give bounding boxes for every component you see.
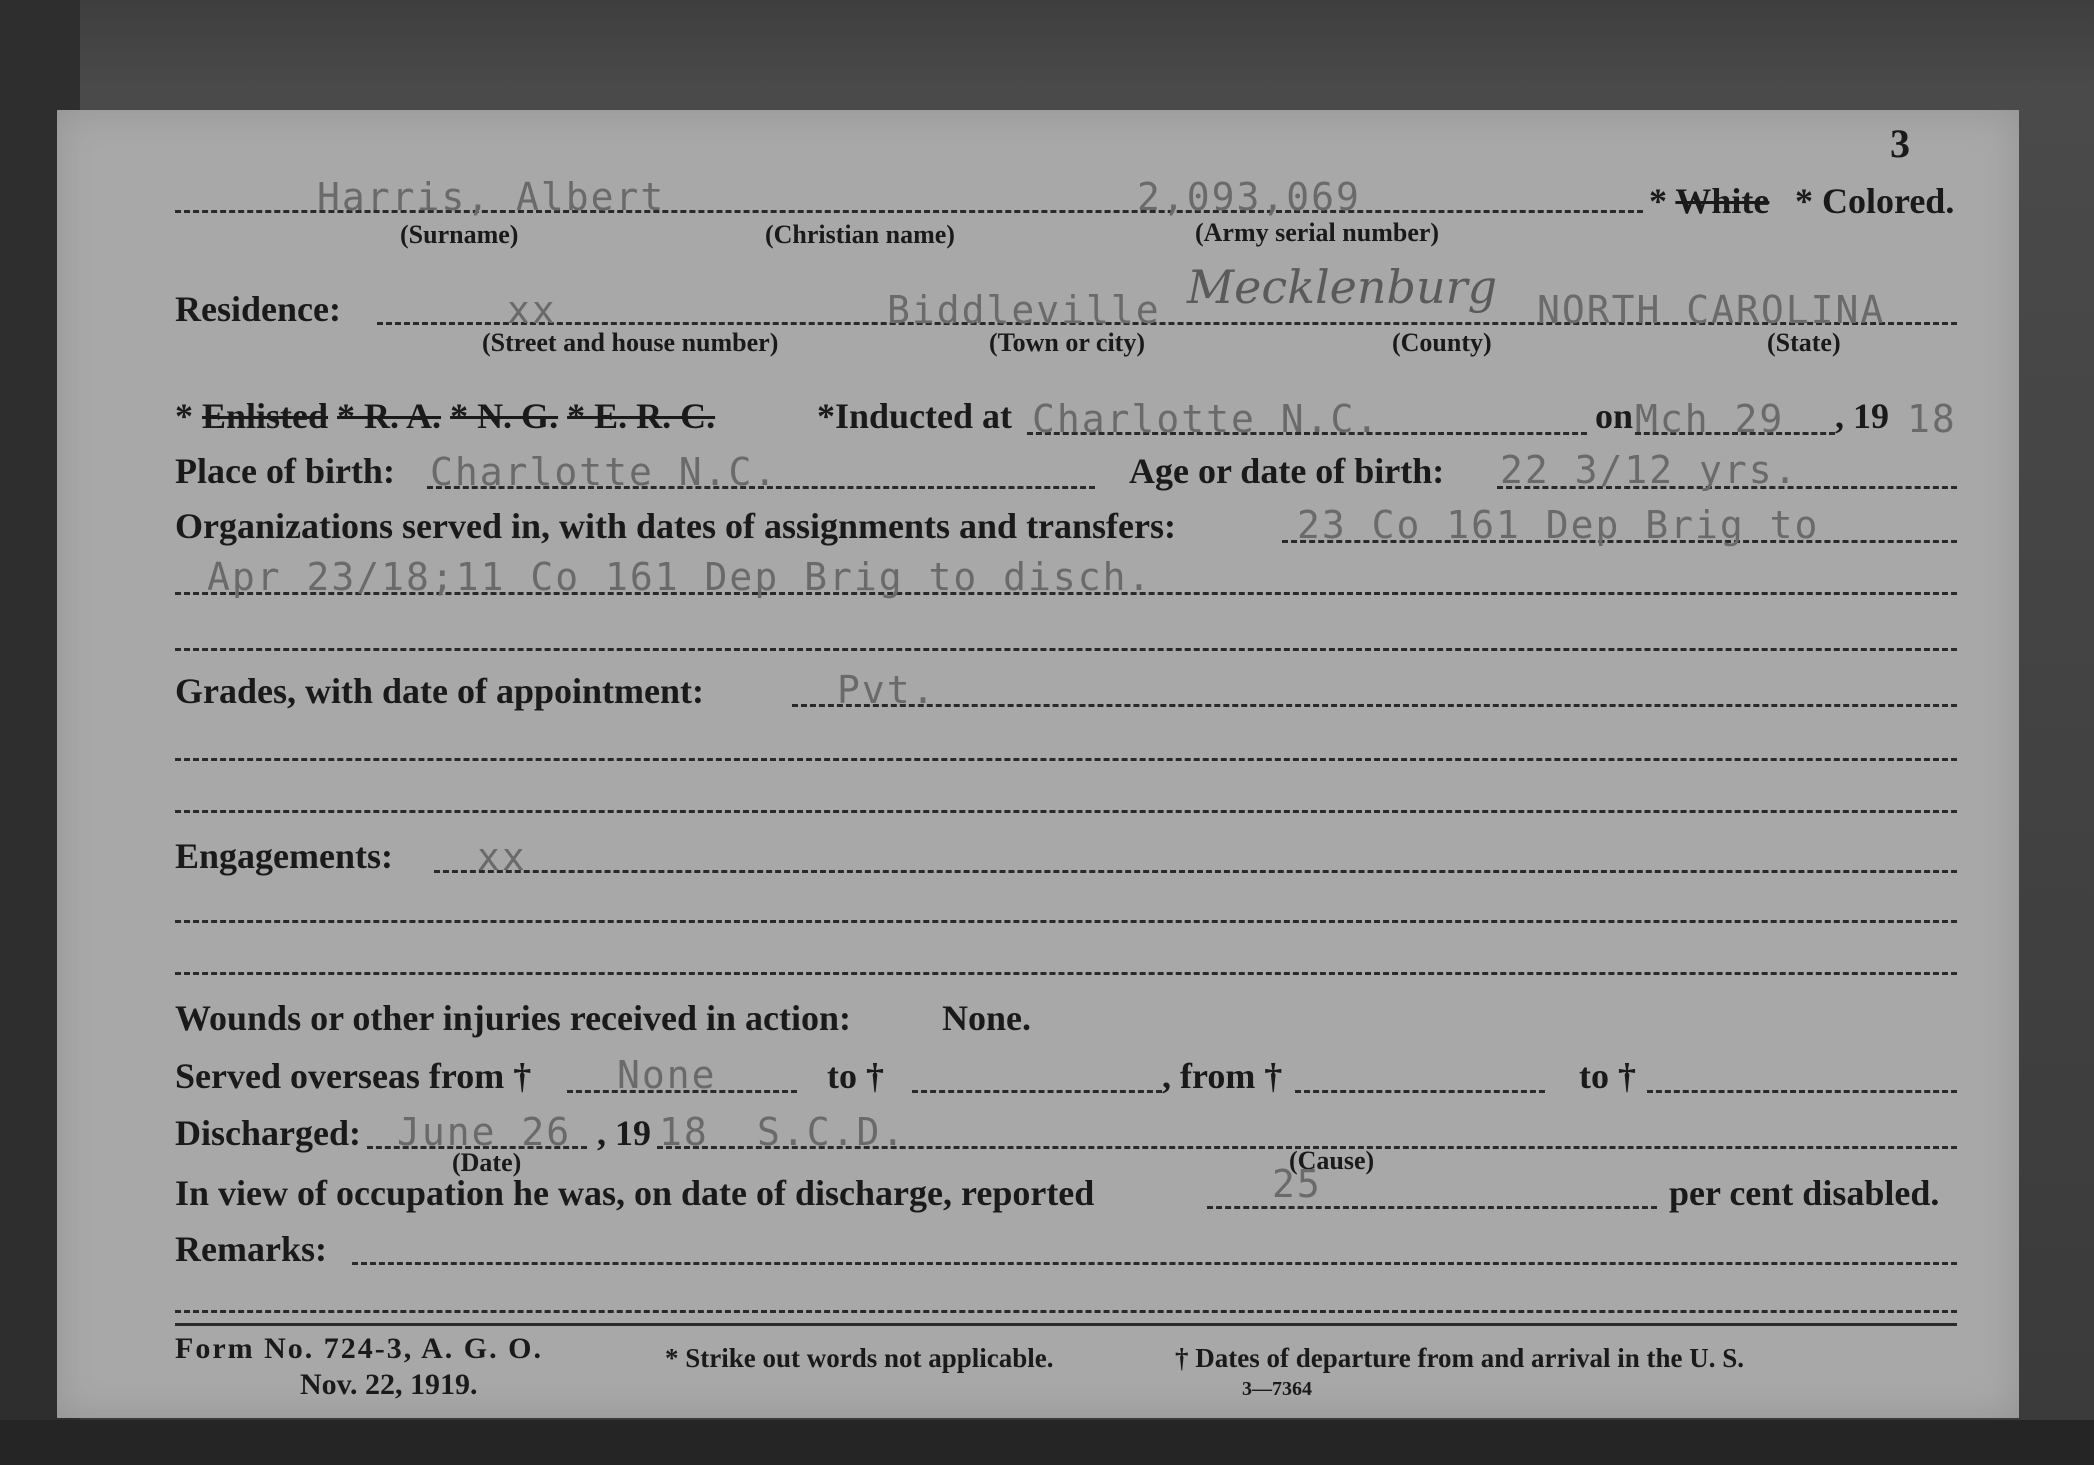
- disability-value: 25: [1272, 1162, 1322, 1206]
- remarks-line-1: [352, 1262, 1957, 1265]
- overseas-to2-label: to †: [1579, 1056, 1636, 1096]
- ng-struck: * N. G.: [450, 396, 559, 436]
- inducted-value: Charlotte N.C.: [1032, 397, 1381, 441]
- grades-label: Grades, with date of appointment:: [175, 671, 704, 711]
- organizations-value-2: Apr 23/18;11 Co 161 Dep Brig to disch.: [207, 555, 1153, 599]
- organizations-line-3: [175, 648, 1957, 651]
- place-of-birth-value: Charlotte N.C.: [430, 450, 779, 494]
- residence-label: Residence:: [175, 289, 341, 329]
- star: *: [175, 396, 193, 436]
- form-date: Nov. 22, 1919.: [300, 1368, 478, 1401]
- card-number: 3: [1890, 121, 1910, 166]
- year-prefix: , 19: [1835, 396, 1889, 436]
- christian-name-label: (Christian name): [765, 220, 955, 249]
- discharge-date-label: (Date): [452, 1148, 522, 1177]
- town-value: Biddleville: [887, 288, 1161, 332]
- town-label: (Town or city): [989, 328, 1145, 357]
- age-label: Age or date of birth:: [1129, 451, 1445, 491]
- engagements-label: Engagements:: [175, 836, 393, 876]
- on-label: on: [1595, 396, 1634, 436]
- overseas-from-label: Served overseas from †: [175, 1056, 532, 1096]
- grades-line-2: [175, 758, 1957, 761]
- induction-line: [175, 395, 715, 437]
- white-struck: White: [1675, 181, 1770, 221]
- disability-line: [1207, 1206, 1657, 1209]
- age-value: 22 3/12 yrs.: [1500, 448, 1799, 492]
- induction-year-value: 18: [1907, 397, 1957, 441]
- overseas-from2-label: , from †: [1162, 1056, 1283, 1096]
- induction-date-value: Mch 29: [1635, 397, 1785, 441]
- grades-line-3: [175, 810, 1957, 813]
- overseas-to2-line: [1647, 1090, 1957, 1093]
- county-label: (County): [1392, 328, 1492, 357]
- disability-suffix: per cent disabled.: [1669, 1173, 1940, 1213]
- overseas-from-value: None: [617, 1053, 717, 1097]
- engagements-line-1: [434, 870, 1957, 873]
- grades-value: Pvt.: [837, 668, 937, 712]
- discharged-label: Discharged:: [175, 1113, 361, 1153]
- print-code: 3—7364: [1242, 1378, 1312, 1400]
- inducted-label: *Inducted at: [817, 396, 1013, 436]
- overseas-to-line: [912, 1090, 1162, 1093]
- organizations-value-1: 23 Co 161 Dep Brig to: [1297, 503, 1820, 547]
- discharge-cause-value: S.C.D.: [757, 1110, 907, 1154]
- remarks-label: Remarks:: [175, 1229, 327, 1269]
- engagements-value: xx: [477, 835, 527, 879]
- strike-note: * Strike out words not applicable.: [665, 1343, 1054, 1373]
- serial-value: 2,093,069: [1137, 175, 1361, 219]
- background-bottom-edge: [0, 1420, 2094, 1465]
- disability-label: In view of occupation he was, on date of discharge, reported: [175, 1173, 1095, 1213]
- serial-number-label: (Army serial number): [1195, 218, 1440, 247]
- discharge-year-prefix: , 19: [597, 1113, 651, 1153]
- record-card: [57, 110, 2019, 1418]
- race-colored: * Colored.: [1795, 181, 1955, 221]
- street-label: (Street and house number): [482, 328, 779, 357]
- enlisted-struck: Enlisted: [202, 396, 329, 436]
- race-white: [1649, 180, 1769, 222]
- engagements-line-2: [175, 920, 1957, 923]
- ra-struck: * R. A.: [337, 396, 442, 436]
- discharge-cause-label: (Cause): [1289, 1146, 1375, 1175]
- dates-note: † Dates of departure from and arrival in the U. S.: [1175, 1343, 1744, 1373]
- street-value: xx: [507, 288, 557, 332]
- organizations-label: Organizations served in, with dates of assignments and transfers:: [175, 506, 1177, 546]
- grades-line-1: [792, 704, 1957, 707]
- discharge-date-value: June 26: [397, 1110, 572, 1154]
- overseas-to-label: to †: [827, 1056, 884, 1096]
- erc-struck: * E. R. C.: [567, 396, 716, 436]
- county-value-handwritten: Mecklenburg: [1187, 260, 1498, 314]
- race-white-text: * White: [1649, 181, 1770, 221]
- form-number: Form No. 724-3, A. G. O.: [175, 1332, 543, 1365]
- surname-label: (Surname): [400, 220, 519, 249]
- remarks-line-2: [175, 1310, 1957, 1313]
- surname-value: Harris, Albert: [317, 175, 666, 219]
- state-value: NORTH CAROLINA: [1537, 288, 1886, 332]
- wounds-value: None.: [942, 998, 1031, 1038]
- discharge-year-value: 18: [659, 1110, 709, 1154]
- wounds-label: Wounds or other injuries received in action:: [175, 998, 852, 1038]
- overseas-from2-line: [1295, 1090, 1545, 1093]
- state-label: (State): [1767, 328, 1841, 357]
- engagements-line-3: [175, 972, 1957, 975]
- footer-rule: [175, 1323, 1957, 1326]
- place-of-birth-label: Place of birth:: [175, 451, 395, 491]
